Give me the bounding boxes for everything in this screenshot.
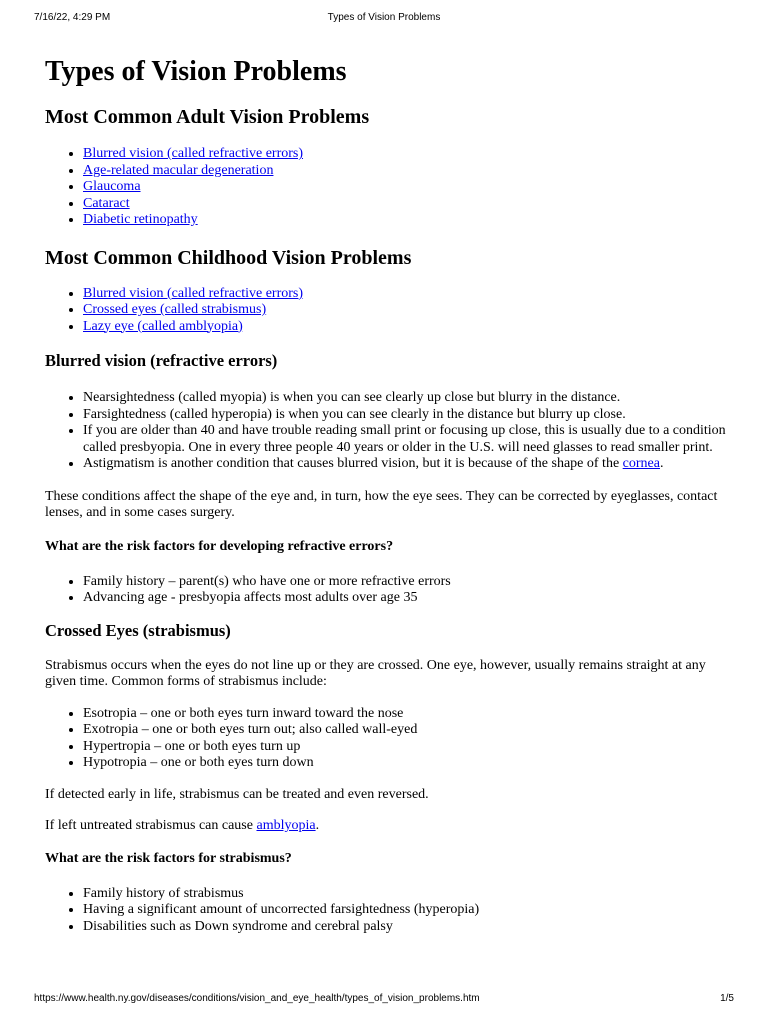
list-item [83, 146, 735, 163]
page-title: Types of Vision Problems [45, 56, 347, 87]
print-url: https://www.health.ny.gov/diseases/conditions/vision_and_eye_health/types_of_vision_problems.htm [34, 993, 480, 1004]
print-header [0, 12, 768, 26]
list-item: • Hypotropia – one or both eyes turn down [83, 755, 735, 772]
print-datetime: 7/16/22, 4:29 PM [34, 12, 111, 23]
link-amblyopia[interactable]: amblyopia [256, 818, 316, 833]
strabismus-risk-list [45, 886, 735, 936]
list-item: • Having a significant amount of uncorrected farsightedness (hyperopia) [83, 902, 735, 919]
crossed-eyes-heading: Crossed Eyes (strabismus) [45, 620, 231, 640]
untreated-paragraph [45, 818, 735, 835]
adult-problems-list [45, 146, 735, 229]
link-cornea[interactable]: cornea [622, 456, 660, 471]
astigmatism-text: Astigmatism is another condition that causes blurred vision, but it is because of the shape of the [83, 456, 623, 471]
childhood-problems-list [45, 286, 735, 336]
list-item: • Farsightedness (called hyperopia) is when you can see clearly in the distance but blurry up close. [83, 407, 735, 424]
link-blurred-vision-child[interactable]: Blurred vision (called refractive errors) [83, 285, 304, 301]
link-blurred-vision[interactable]: Blurred vision (called refractive errors) [83, 146, 304, 161]
print-footer [0, 993, 768, 1007]
childhood-problems-heading: Most Common Childhood Vision Problems [45, 246, 412, 269]
link-diabetic-retinopathy[interactable]: Diabetic retinopathy [83, 212, 198, 227]
list-item [83, 196, 735, 213]
list-item [83, 212, 735, 229]
list-item: • Advancing age - presbyopia affects most adults over age 35 [83, 590, 735, 607]
list-item: • Nearsightedness (called myopia) is when you can see clearly up close but blurry in the distance. [83, 390, 735, 407]
list-item [83, 302, 735, 319]
list-item: • Family history – parent(s) who have one or more refractive errors [83, 574, 735, 591]
refractive-risk-list [45, 574, 735, 607]
refractive-risk-heading: What are the risk factors for developing refractive errors? [45, 538, 394, 554]
print-page-title: Types of Vision Problems [327, 12, 441, 23]
link-glaucoma[interactable]: Glaucoma [83, 179, 141, 194]
early-detection-paragraph: If detected early in life, strabismus can be treated and even reversed. [45, 786, 429, 802]
blurred-vision-heading: Blurred vision (refractive errors) [45, 351, 278, 370]
astigmatism-end: . [659, 456, 664, 471]
link-crossed-eyes[interactable]: Crossed eyes (called strabismus) [83, 302, 267, 317]
list-item [83, 456, 735, 473]
list-item [83, 319, 735, 336]
list-item: • Exotropia – one or both eyes turn out; also called wall-eyed [83, 722, 735, 739]
page-number: 1/5 [720, 993, 734, 1004]
link-cataract[interactable]: Cataract [83, 195, 130, 211]
strabismus-forms-list [45, 706, 735, 772]
list-item [83, 179, 735, 196]
conditions-paragraph: These conditions affect the shape of the eye and, in turn, how the eye sees. They can be corrected by eyeglasses, contact lenses, and in some cases surgery. [45, 488, 718, 520]
list-item: • Hypertropia – one or both eyes turn up [83, 739, 735, 756]
list-item: • Disabilities such as Down syndrome and cerebral palsy [83, 919, 735, 936]
adult-problems-heading: Most Common Adult Vision Problems [45, 106, 370, 128]
list-item: • Esotropia – one or both eyes turn inward toward the nose [83, 706, 735, 723]
article-content [45, 52, 735, 935]
strabismus-paragraph: Strabismus occurs when the eyes do not line up or they are crossed. One eye, however, usually remains straight at any given time. Common forms of strabismus include: [45, 657, 706, 689]
link-macular-degeneration[interactable]: Age-related macular degeneration [83, 162, 274, 178]
blurred-vision-list [45, 390, 735, 473]
untreated-text: If left untreated strabismus can cause [45, 818, 257, 833]
list-item [83, 286, 735, 303]
link-lazy-eye[interactable]: Lazy eye (called amblyopia) [83, 318, 243, 334]
list-item: • If you are older than 40 and have trouble reading small print or focusing up close, this is usually due to a condition called presbyopia. One in every three people 40 years or older in the U.S. will need glasses to read smaller print. [83, 423, 735, 456]
strabismus-risk-heading: What are the risk factors for strabismus? [45, 850, 292, 866]
untreated-end: . [315, 818, 320, 833]
list-item [83, 163, 735, 180]
list-item: • Family history of strabismus [83, 886, 735, 903]
